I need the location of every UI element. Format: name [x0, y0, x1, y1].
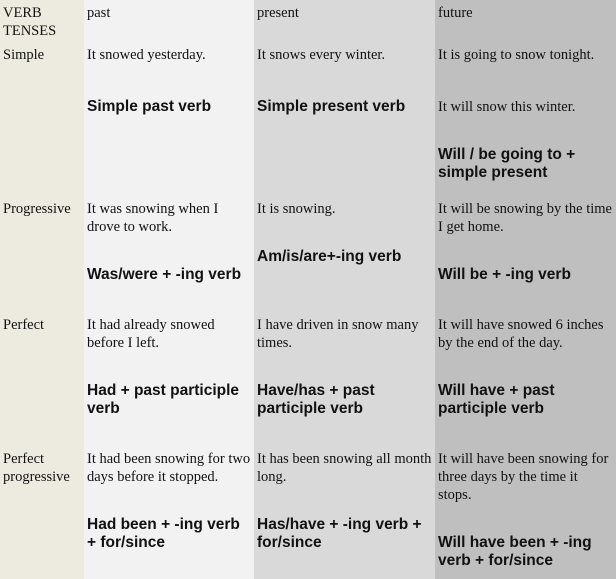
header-verb-tenses: VERB TENSES: [0, 0, 84, 42]
cell-progressive-present: [254, 196, 435, 312]
rule-perfect-progressive-past: Had been + -ing verb + for/since: [87, 516, 240, 551]
header-past: past: [84, 0, 254, 42]
example-progressive-future: It will be snowing by the time I get home.: [438, 201, 612, 235]
cell-perfect-progressive-future: [435, 446, 616, 579]
cell-perfect-progressive-past: [84, 446, 254, 579]
rule-perfect-present: Have/has + past participle verb: [257, 382, 375, 417]
cell-simple-past: [84, 42, 254, 196]
row-label-simple: Simple: [0, 42, 84, 196]
example-perfect-progressive-past: It had been snowing for two days before it stopped.: [87, 451, 251, 485]
example-simple-present: It snows every winter.: [257, 47, 386, 63]
header-future: future: [435, 0, 616, 42]
row-simple: [0, 42, 616, 196]
rule-simple-present: Simple present verb: [257, 98, 406, 115]
cell-simple-present: [254, 42, 435, 196]
example-simple-future: It is going to snow tonight.: [438, 47, 595, 63]
example-simple-past: It snowed yesterday.: [87, 47, 206, 63]
cell-perfect-progressive-present: [254, 446, 435, 579]
cell-perfect-past: [84, 312, 254, 446]
rule-perfect-future: Will have + past participle verb: [438, 382, 555, 417]
example-perfect-present: I have driven in snow many times.: [257, 317, 419, 351]
rule-simple-future: Will / be going to + simple present: [438, 146, 576, 181]
rule-progressive-future: Will be + -ing verb: [438, 266, 571, 283]
example-perfect-past: It had already snowed before I left.: [87, 317, 215, 351]
cell-progressive-future: [435, 196, 616, 312]
header-present: present: [254, 0, 435, 42]
cell-simple-future: [435, 42, 616, 196]
example-progressive-past: It was snowing when I drove to work.: [87, 201, 219, 235]
example-simple-future-2: It will snow this winter.: [438, 99, 576, 115]
cell-perfect-present: [254, 312, 435, 446]
example-perfect-progressive-future: It will have been snowing for three days by the time it stops.: [438, 451, 609, 503]
rule-progressive-past: Was/were + -ing verb: [87, 266, 242, 283]
cell-perfect-future: [435, 312, 616, 446]
row-perfect: [0, 312, 616, 446]
row-label-progressive: Progressive: [0, 196, 84, 312]
cell-progressive-past: [84, 196, 254, 312]
row-progressive: [0, 196, 616, 312]
row-perfect-progressive: [0, 446, 616, 579]
rule-simple-past: Simple past verb: [87, 98, 212, 115]
row-label-perfect: Perfect: [0, 312, 84, 446]
header-row: [0, 0, 616, 42]
rule-progressive-present: Am/is/are+-ing verb: [257, 248, 402, 265]
example-perfect-future: It will have snowed 6 inches by the end of the day.: [438, 317, 604, 351]
rule-perfect-progressive-future: Will have been + -ing verb + for/since: [438, 534, 592, 569]
example-progressive-present: It is snowing.: [257, 201, 336, 217]
rule-perfect-progressive-present: Has/have + -ing verb + for/since: [257, 516, 422, 551]
example-perfect-progressive-present: It has been snowing all month long.: [257, 451, 432, 485]
row-label-perfect-progressive: Perfect progressive: [0, 446, 84, 579]
rule-perfect-past: Had + past participle verb: [87, 382, 240, 417]
